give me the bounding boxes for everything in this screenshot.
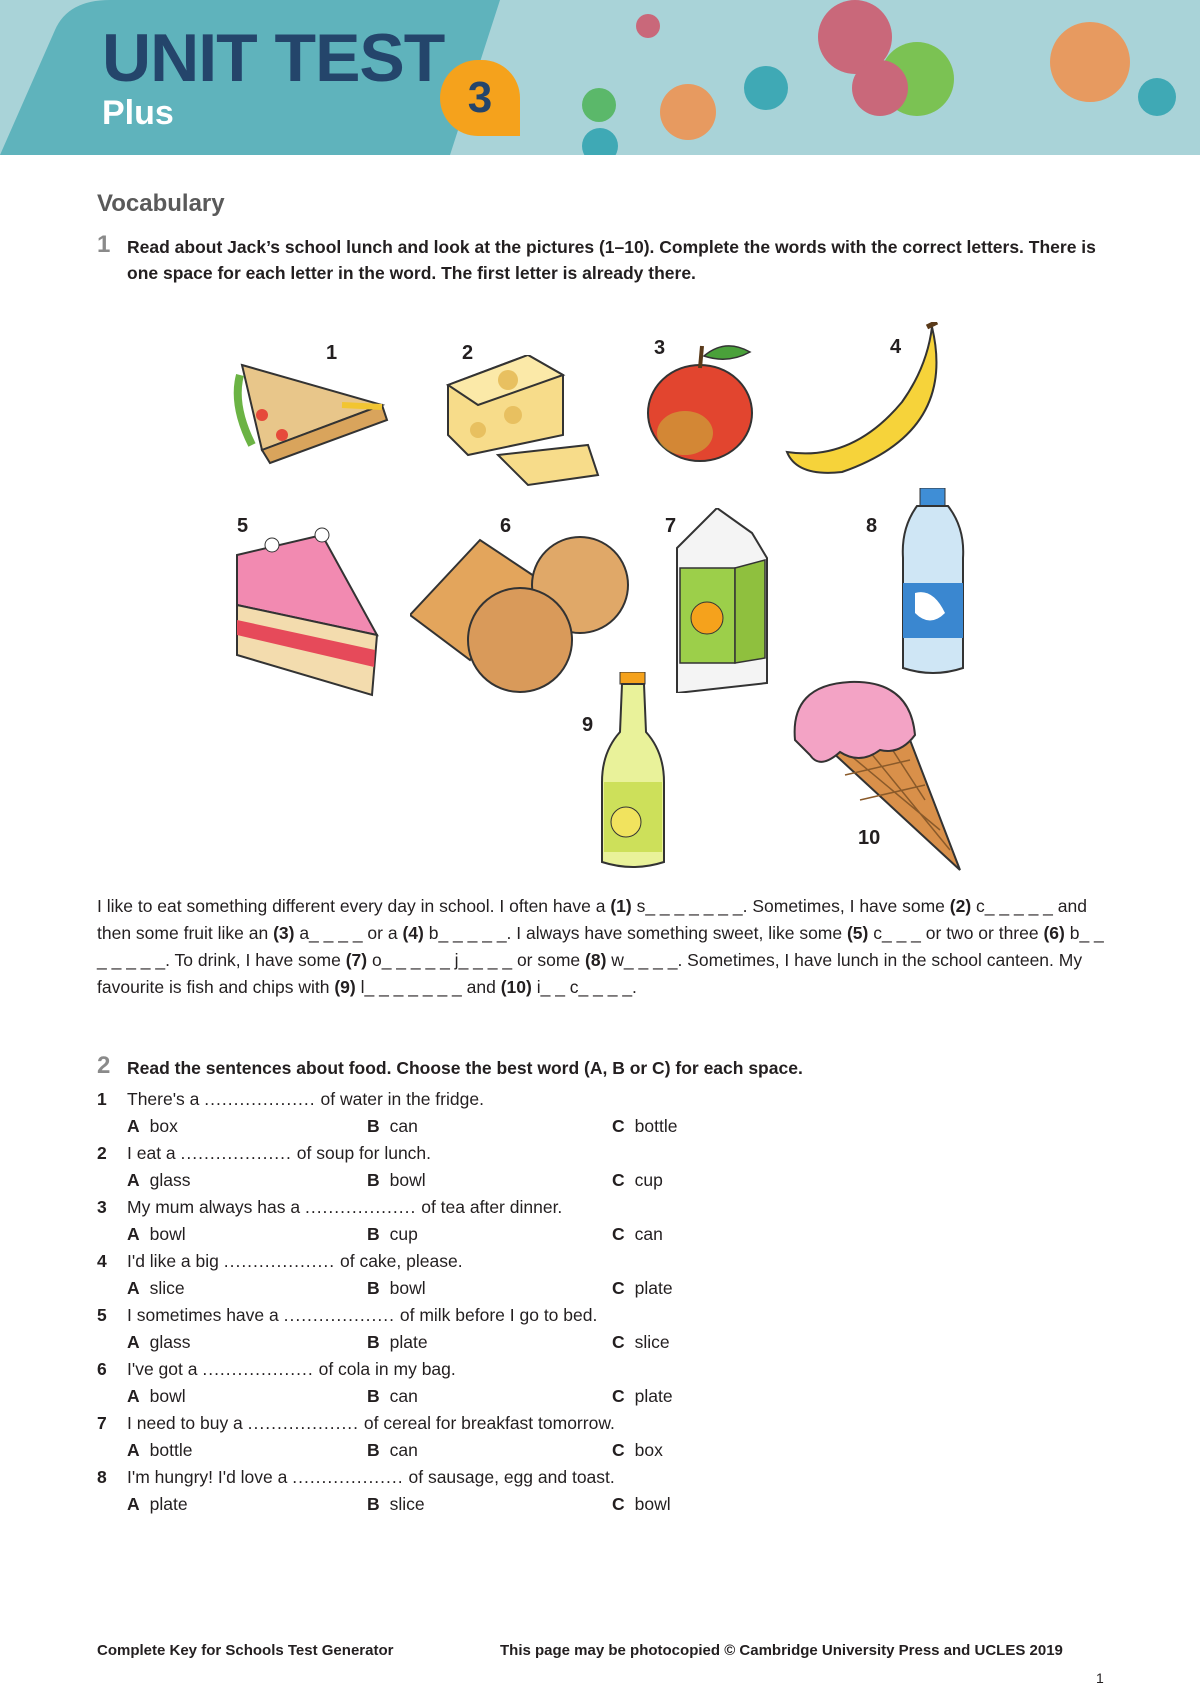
question-number: 4 bbox=[97, 1251, 107, 1271]
option-a[interactable] bbox=[127, 1224, 186, 1245]
question-text-before: I'd like a big bbox=[127, 1251, 224, 1271]
option-text: slice bbox=[634, 1332, 670, 1352]
option-a[interactable] bbox=[127, 1494, 188, 1515]
question-text bbox=[127, 1089, 484, 1110]
exercise-2-instruction: Read the sentences about food. Choose the best word (A, B or C) for each space. bbox=[127, 1058, 803, 1078]
decor-dot bbox=[582, 88, 616, 122]
question-item bbox=[97, 1413, 897, 1467]
question-item bbox=[97, 1359, 897, 1413]
option-text: slice bbox=[389, 1494, 425, 1514]
decor-dot bbox=[636, 14, 660, 38]
option-a[interactable] bbox=[127, 1440, 192, 1461]
question-text-before: There's a bbox=[127, 1089, 205, 1109]
option-letter: B bbox=[367, 1170, 380, 1190]
option-text: box bbox=[149, 1116, 178, 1136]
option-text: glass bbox=[149, 1332, 191, 1352]
unit-test-title: UNIT TEST bbox=[102, 20, 445, 96]
question-number: 5 bbox=[97, 1305, 107, 1325]
option-b[interactable] bbox=[367, 1170, 426, 1191]
picture-label: 10 bbox=[858, 827, 881, 849]
option-text: can bbox=[634, 1224, 663, 1244]
question-number: 8 bbox=[97, 1467, 107, 1487]
passage-text: l_ _ _ _ _ _ _ and bbox=[355, 977, 501, 997]
option-text: bottle bbox=[634, 1116, 678, 1136]
ice-cream-image bbox=[790, 680, 965, 875]
option-c[interactable] bbox=[612, 1494, 671, 1515]
gap-number: (6) bbox=[1043, 923, 1065, 943]
question-text-before: I sometimes have a bbox=[127, 1305, 284, 1325]
option-c[interactable] bbox=[612, 1440, 663, 1461]
option-a[interactable] bbox=[127, 1170, 191, 1191]
option-letter: C bbox=[612, 1170, 625, 1190]
decor-dot bbox=[744, 66, 788, 110]
option-letter: A bbox=[127, 1440, 140, 1460]
answer-blank[interactable]: ................... bbox=[247, 1413, 360, 1433]
option-letter: C bbox=[612, 1278, 625, 1298]
question-text-after: of tea after dinner. bbox=[416, 1197, 563, 1217]
option-letter: B bbox=[367, 1116, 380, 1136]
option-letter: B bbox=[367, 1332, 380, 1352]
picture-label: 8 bbox=[866, 515, 878, 537]
answer-blank[interactable]: ................... bbox=[304, 1197, 417, 1217]
question-number: 3 bbox=[97, 1197, 107, 1217]
juice-carton-image bbox=[672, 508, 772, 693]
question-text-before: I've got a bbox=[127, 1359, 203, 1379]
question-text-before: I eat a bbox=[127, 1143, 181, 1163]
option-text: bowl bbox=[389, 1278, 426, 1298]
option-text: plate bbox=[634, 1278, 673, 1298]
footer-left: Complete Key for Schools Test Generator bbox=[97, 1642, 394, 1659]
passage-text: o_ _ _ _ _ j_ _ _ _ or some bbox=[367, 950, 586, 970]
passage-text: i_ _ c_ _ _ _. bbox=[531, 977, 637, 997]
passage-text: a_ _ _ _ or a bbox=[294, 923, 403, 943]
option-letter: C bbox=[612, 1494, 625, 1514]
option-text: can bbox=[389, 1116, 418, 1136]
apple-image bbox=[640, 338, 760, 463]
decor-dot bbox=[582, 128, 618, 155]
option-letter: C bbox=[612, 1116, 625, 1136]
picture-label: 5 bbox=[237, 515, 249, 537]
question-item bbox=[97, 1197, 897, 1251]
answer-blank[interactable]: ................... bbox=[292, 1467, 404, 1487]
question-item bbox=[97, 1251, 897, 1305]
question-number: 2 bbox=[97, 1143, 107, 1163]
option-letter: A bbox=[127, 1332, 140, 1352]
question-text bbox=[127, 1197, 562, 1218]
option-text: bottle bbox=[149, 1440, 193, 1460]
option-c[interactable] bbox=[612, 1116, 677, 1137]
option-text: bowl bbox=[149, 1224, 186, 1244]
answer-blank[interactable]: ................... bbox=[283, 1305, 395, 1325]
option-letter: B bbox=[367, 1494, 380, 1514]
answer-blank[interactable]: ................... bbox=[180, 1143, 292, 1163]
decor-dot bbox=[660, 84, 716, 140]
option-letter: A bbox=[127, 1494, 140, 1514]
water-bottle-image bbox=[895, 488, 970, 678]
picture-label: 3 bbox=[654, 337, 666, 359]
option-a[interactable] bbox=[127, 1116, 178, 1137]
option-text: bowl bbox=[634, 1494, 671, 1514]
option-letter: A bbox=[127, 1170, 140, 1190]
question-text bbox=[127, 1359, 456, 1380]
option-text: slice bbox=[149, 1278, 185, 1298]
decor-dot bbox=[1138, 78, 1176, 116]
option-text: glass bbox=[149, 1170, 191, 1190]
option-letter: A bbox=[127, 1278, 140, 1298]
option-text: box bbox=[634, 1440, 663, 1460]
passage-text: w_ _ _ _. Sometimes, I have lunch in the school canteen. My favourite is fish and chips with bbox=[97, 950, 1083, 997]
passage-text: c_ _ _ or two or three bbox=[868, 923, 1044, 943]
option-letter: B bbox=[367, 1224, 380, 1244]
cheese-image bbox=[438, 355, 603, 495]
question-text-after: of water in the fridge. bbox=[315, 1089, 484, 1109]
gap-number: (7) bbox=[345, 950, 368, 970]
option-text: cup bbox=[634, 1170, 663, 1190]
question-text-after: of milk before I go to bed. bbox=[395, 1305, 598, 1325]
question-text-after: of sausage, egg and toast. bbox=[403, 1467, 615, 1487]
question-item bbox=[97, 1305, 897, 1359]
header-banner bbox=[0, 0, 1200, 155]
answer-blank[interactable]: ................... bbox=[223, 1251, 336, 1271]
option-text: can bbox=[389, 1386, 418, 1406]
passage-text: s_ _ _ _ _ _ _. Sometimes, I have some bbox=[631, 896, 950, 916]
picture-label: 2 bbox=[462, 342, 474, 364]
lemonade-bottle-image bbox=[598, 672, 668, 872]
picture-label: 6 bbox=[500, 515, 512, 537]
footer-right: This page may be photocopied © Cambridge University Press and UCLES 2019 bbox=[500, 1642, 1063, 1659]
option-letter: A bbox=[127, 1386, 140, 1406]
cake-image bbox=[232, 525, 382, 700]
option-letter: A bbox=[127, 1116, 140, 1136]
question-text-before: I need to buy a bbox=[127, 1413, 248, 1433]
option-letter: A bbox=[127, 1224, 140, 1244]
picture-label: 1 bbox=[326, 342, 338, 364]
passage-text: b_ _ _ _ _ _ _. To drink, I have some bbox=[97, 923, 1104, 970]
question-item bbox=[97, 1467, 897, 1521]
option-c[interactable] bbox=[612, 1224, 663, 1245]
gap-number: (2) bbox=[949, 896, 972, 916]
question-item bbox=[97, 1143, 897, 1197]
option-b[interactable] bbox=[367, 1440, 418, 1461]
question-text-after: of cereal for breakfast tomorrow. bbox=[359, 1413, 615, 1433]
option-c[interactable] bbox=[612, 1170, 663, 1191]
question-number: 6 bbox=[97, 1359, 107, 1379]
question-item bbox=[97, 1089, 897, 1143]
gap-number: (8) bbox=[585, 950, 607, 970]
section-title: Vocabulary bbox=[97, 190, 225, 217]
option-text: can bbox=[389, 1440, 418, 1460]
biscuits-image bbox=[410, 535, 630, 695]
multiple-choice-list bbox=[97, 1089, 897, 1521]
gap-number: (10) bbox=[500, 977, 532, 997]
passage-text: I like to eat something different every day in school. I often have a bbox=[97, 896, 611, 916]
option-b[interactable] bbox=[367, 1278, 426, 1299]
option-b[interactable] bbox=[367, 1386, 418, 1407]
option-letter: C bbox=[612, 1440, 625, 1460]
picture-label: 9 bbox=[582, 714, 594, 736]
page-number: 1 bbox=[1096, 1670, 1104, 1686]
unit-test-subtitle: Plus bbox=[102, 94, 174, 132]
option-b[interactable] bbox=[367, 1116, 418, 1137]
decor-dot bbox=[1050, 22, 1130, 102]
question-text-before: I'm hungry! I'd love a bbox=[127, 1467, 293, 1487]
option-a[interactable] bbox=[127, 1386, 186, 1407]
exercise-1-passage bbox=[97, 893, 1107, 1001]
option-text: plate bbox=[149, 1494, 188, 1514]
banana-image bbox=[782, 322, 957, 482]
question-text bbox=[127, 1251, 463, 1272]
picture-label: 7 bbox=[665, 515, 677, 537]
option-text: cup bbox=[389, 1224, 418, 1244]
exercise-1-instruction: Read about Jack’s school lunch and look at the pictures (1–10). Complete the words with the correct letters. There is one space for each letter in the word. The first letter is already there. bbox=[127, 237, 1096, 283]
question-text-after: of soup for lunch. bbox=[291, 1143, 432, 1163]
question-number: 1 bbox=[97, 1089, 107, 1109]
question-text bbox=[127, 1305, 597, 1326]
option-text: bowl bbox=[149, 1386, 186, 1406]
answer-blank[interactable]: ................... bbox=[204, 1089, 316, 1109]
option-text: bowl bbox=[389, 1170, 426, 1190]
sandwich-image bbox=[222, 345, 397, 465]
option-b[interactable] bbox=[367, 1332, 428, 1353]
question-text bbox=[127, 1467, 615, 1488]
question-number: 7 bbox=[97, 1413, 107, 1433]
passage-text: c_ _ _ _ _ and then some fruit like an bbox=[97, 896, 1087, 943]
question-text bbox=[127, 1413, 615, 1434]
option-c[interactable] bbox=[612, 1332, 670, 1353]
option-letter: B bbox=[367, 1278, 380, 1298]
question-text bbox=[127, 1143, 431, 1164]
option-c[interactable] bbox=[612, 1386, 673, 1407]
option-letter: B bbox=[367, 1440, 380, 1460]
gap-number: (3) bbox=[273, 923, 295, 943]
exercise-1-number: 1 bbox=[97, 231, 111, 258]
gap-number: (4) bbox=[402, 923, 424, 943]
question-text-before: My mum always has a bbox=[127, 1197, 305, 1217]
option-letter: B bbox=[367, 1386, 380, 1406]
option-text: plate bbox=[634, 1386, 673, 1406]
question-text-after: of cola in my bag. bbox=[313, 1359, 456, 1379]
picture-label: 4 bbox=[890, 336, 902, 358]
gap-number: (1) bbox=[610, 896, 632, 916]
option-letter: C bbox=[612, 1224, 625, 1244]
option-letter: C bbox=[612, 1386, 625, 1406]
option-c[interactable] bbox=[612, 1278, 673, 1299]
exercise-2-number: 2 bbox=[97, 1052, 111, 1079]
unit-number-badge: 3 bbox=[440, 60, 520, 136]
question-text-after: of cake, please. bbox=[335, 1251, 463, 1271]
option-text: plate bbox=[389, 1332, 428, 1352]
gap-number: (5) bbox=[846, 923, 869, 943]
gap-number: (9) bbox=[334, 977, 356, 997]
answer-blank[interactable]: ................... bbox=[202, 1359, 314, 1379]
option-a[interactable] bbox=[127, 1332, 191, 1353]
option-letter: C bbox=[612, 1332, 625, 1352]
decor-dot bbox=[852, 60, 908, 116]
option-b[interactable] bbox=[367, 1494, 425, 1515]
passage-text: b_ _ _ _ _. I always have something sweet, like some bbox=[423, 923, 847, 943]
option-b[interactable] bbox=[367, 1224, 418, 1245]
option-a[interactable] bbox=[127, 1278, 185, 1299]
